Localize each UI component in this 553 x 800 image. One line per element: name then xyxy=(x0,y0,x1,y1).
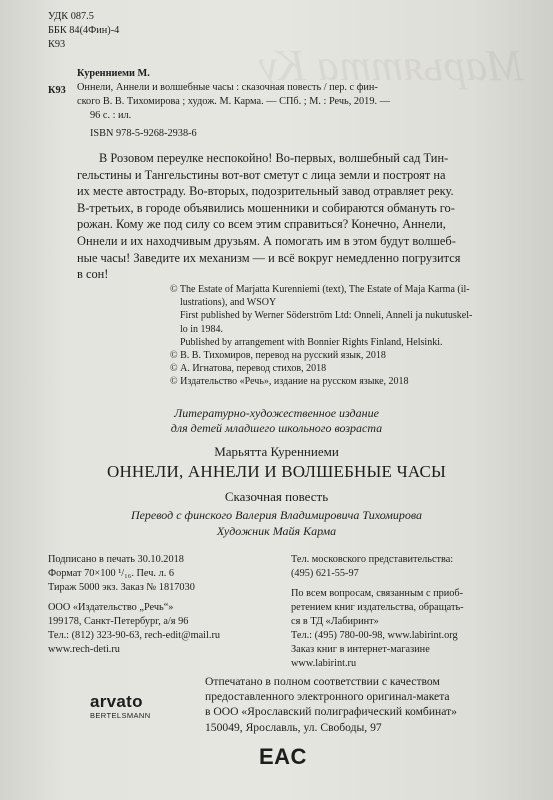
imprint-right-line: По всем вопросам, связанным с приоб- xyxy=(291,588,464,599)
copyright-line: lustrations), and WSOY xyxy=(180,297,277,309)
printer-line: предоставленного электронного оригинал-макета xyxy=(205,690,450,704)
annotation-line: гельстины и Тангельстины вот-вот сметут с лица земли и построят на xyxy=(77,167,446,182)
edition-author: Марьятта Куренниеми xyxy=(214,444,339,459)
imprint-right xyxy=(291,553,464,671)
show-through-print: Марьятта Ку xyxy=(258,41,523,90)
bib-line: Оннели, Аннели и волшебные часы : сказочная повесть / пер. с фин- xyxy=(77,82,378,93)
copyright-line: © The Estate of Marjatta Kurenniemi (text), The Estate of Maja Karma (il- xyxy=(170,284,470,295)
printer-logo xyxy=(90,692,151,720)
eac-mark: EAC xyxy=(259,744,307,769)
book-title: ОННЕЛИ, АННЕЛИ И ВОЛШЕБНЫЕ ЧАСЫ xyxy=(106,462,447,481)
imprint-left xyxy=(48,553,220,657)
imprint-left-line: Формат 70×100 ¹/₁₆. Печ. л. 6 xyxy=(48,568,175,579)
copyright-line: © А. Игнатова, перевод стихов, 2018 xyxy=(170,363,327,375)
annotation-line: В-третьих, в городе объявились мошенники и собираются обмануть го- xyxy=(77,200,455,215)
copyright-line: © Издательство «Речь», издание на русском языке, 2018 xyxy=(170,376,409,388)
printer-info xyxy=(205,674,457,735)
imprint-right-line: Тел.: (495) 780-00-98, www.labirint.org xyxy=(291,630,458,641)
bib-line: 96 с. : ил. xyxy=(90,110,132,121)
imprint-left-line: Подписано в печать 30.10.2018 xyxy=(48,554,184,565)
printer-line: 150049, Ярославль, ул. Свободы, 97 xyxy=(205,720,382,734)
annotation-line: в сон! xyxy=(77,267,109,282)
edition-type-line: Литературно-художественное издание xyxy=(174,406,379,420)
classification-block xyxy=(48,10,119,52)
book-genre: Сказочная повесть xyxy=(224,489,329,504)
imprint-left-line: ООО «Издательство „Речь“» xyxy=(48,602,174,613)
credits xyxy=(0,508,553,539)
bib-description xyxy=(77,81,390,141)
bib-author: Куренниеми М. xyxy=(77,68,150,79)
bbk-code: ББК 84(4Фин)-4 xyxy=(48,25,120,36)
imprint-right-line: ся в ТД «Лабиринт» xyxy=(291,616,379,627)
imprint-right-line: www.labirint.ru xyxy=(291,658,357,669)
imprint-right-line: ретением книг издательства, обращать- xyxy=(291,602,464,613)
illustrator-credit: Художник Майя Карма xyxy=(216,523,337,538)
bib-author-mark: К93 xyxy=(48,85,66,96)
imprint-left-line: 199178, Санкт-Петербург, а/я 96 xyxy=(48,616,189,627)
edition-type xyxy=(0,406,553,436)
copyright-line: First published by Werner Söderström Ltd: Onneli, Anneli ja nukutuskel- xyxy=(180,310,473,322)
copyright-block xyxy=(170,283,472,389)
copyright-line: lo in 1984. xyxy=(180,323,224,335)
annotation-line: Оннели и их находчивым друзьям. А помогать им в этом будут волшеб- xyxy=(77,233,456,248)
printer-logo-sub: BERTELSMANN xyxy=(90,711,151,720)
annotation-line: рожан. Кому же под силу со всем этим справиться? Конечно, Аннели, xyxy=(77,217,446,232)
printer-line: в ООО «Ярославский полиграфический комбинат» xyxy=(205,705,457,719)
imprint-left-line: Тираж 5000 экз. Заказ № 1817030 xyxy=(48,582,195,593)
imprint-right-line: Тел. московского представительства: xyxy=(291,554,454,565)
translator-credit: Перевод с финского Валерия Владимировича Тихомирова xyxy=(130,508,423,522)
isbn: ISBN 978-5-9268-2938-6 xyxy=(90,128,197,139)
annotation-line: В Розовом переулке неспокойно! Во-первых, волшебный сад Тин- xyxy=(99,151,449,165)
edition-type-line: для детей младшего школьного возраста xyxy=(170,421,383,435)
imprint-right-line: Заказ книг в интернет-магазине xyxy=(291,644,430,655)
imprint-left-line: www.rech-deti.ru xyxy=(48,644,120,655)
annotation-line: их месте автостраду. Во-вторых, подозрительный завод отравляет реку. xyxy=(77,184,454,199)
copyright-line: Published by arrangement with Bonnier Rights Finland, Helsinki. xyxy=(180,336,443,348)
author-mark-top: К93 xyxy=(48,39,66,50)
annotation xyxy=(77,150,517,283)
printer-line: Отпечатано в полном соответствии с качеством xyxy=(205,675,440,688)
annotation-line: ные часы! Заведите их механизм — и всё вокруг немедленно погрузится xyxy=(77,250,461,265)
printer-logo-word: arvato xyxy=(90,692,143,711)
imprint-right-line: (495) 621-55-97 xyxy=(291,568,359,579)
udk-code: УДК 087.5 xyxy=(48,11,94,22)
copyright-line: © В. В. Тихомиров, перевод на русский язык, 2018 xyxy=(170,350,386,362)
bib-line: ского В. В. Тихомирова ; худож. М. Карма. — СПб. ; М. : Речь, 2019. — xyxy=(77,96,390,107)
imprint-left-line: Тел.: (812) 323-90-63, rech-edit@mail.ru xyxy=(48,630,221,641)
